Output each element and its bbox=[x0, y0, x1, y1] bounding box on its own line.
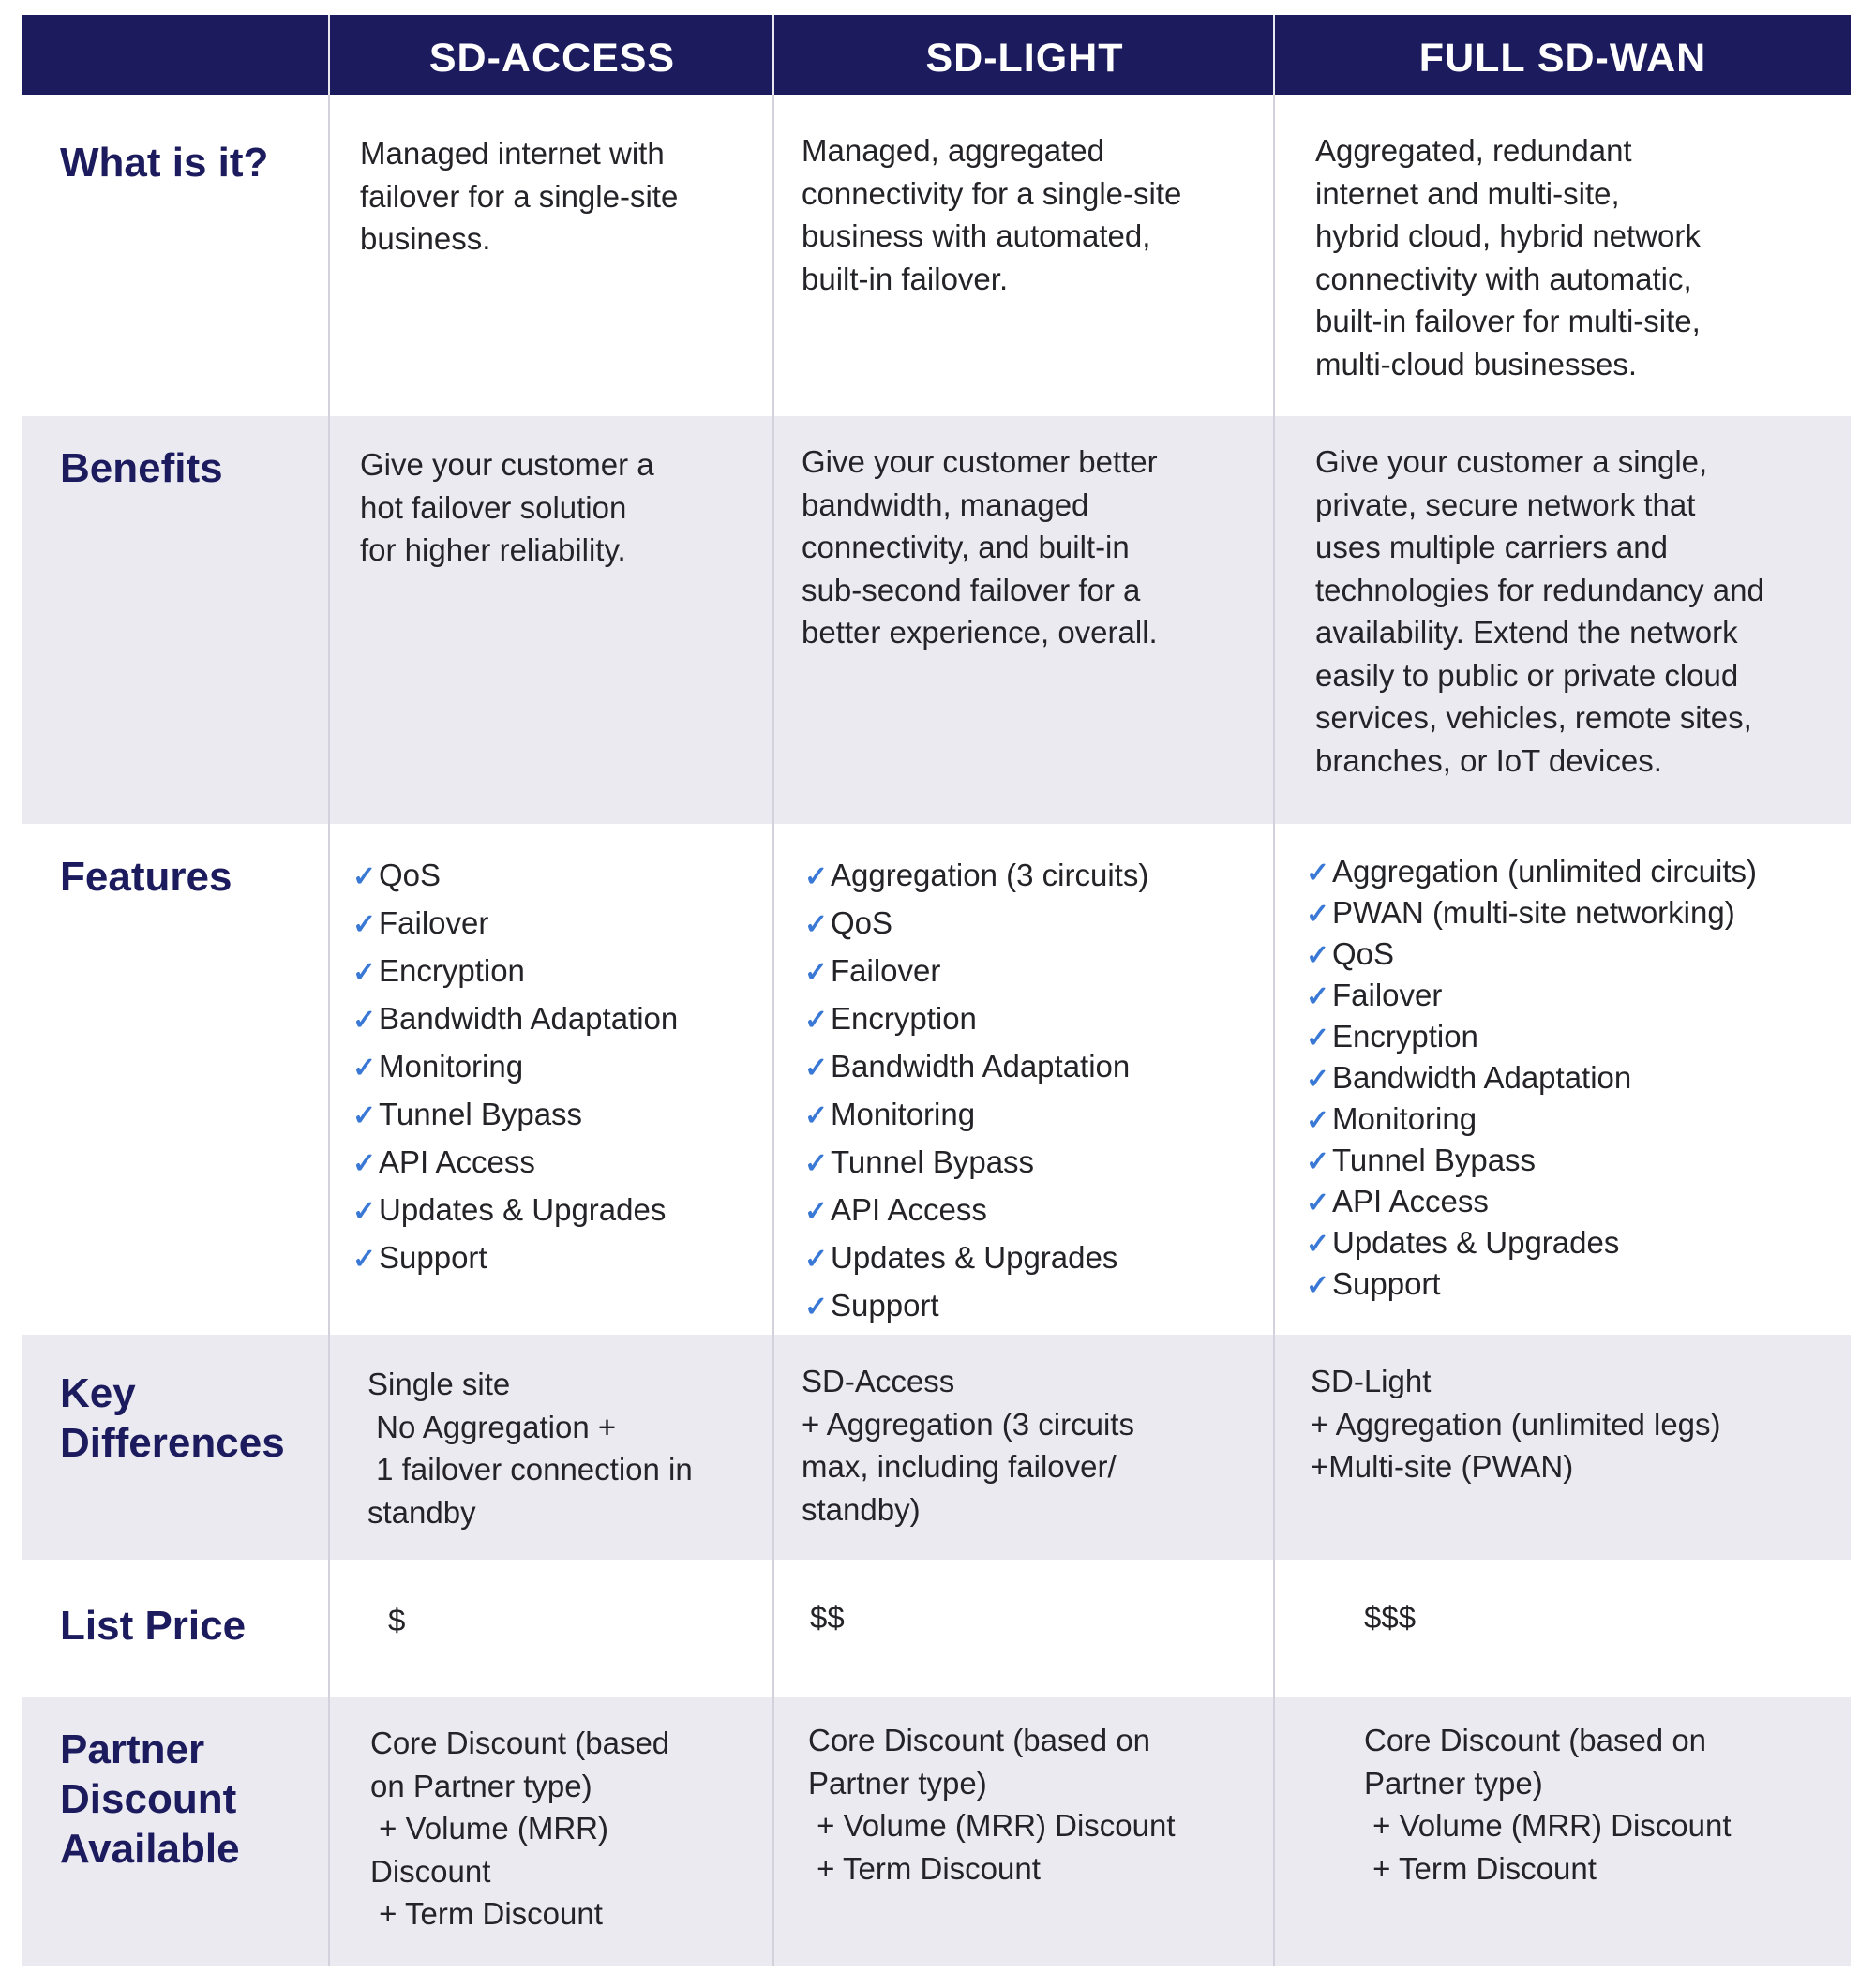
feature-item bbox=[352, 1234, 678, 1282]
feature-label: Tunnel Bypass bbox=[379, 1097, 583, 1131]
check-icon: ✓ bbox=[804, 909, 829, 940]
cell-what-full-sd-wan: Aggregated, redundant internet and multi-site, hybrid cloud, hybrid network connectivity with automatic, built-in failover for multi-site, multi-cloud businesses. bbox=[1315, 133, 1701, 381]
feature-item bbox=[1306, 852, 1757, 893]
column-header-sd-light: SD-LIGHT bbox=[925, 36, 1124, 81]
row-label-what-is-it: What is it? bbox=[60, 140, 269, 186]
check-icon: ✓ bbox=[804, 1053, 829, 1084]
feature-item bbox=[804, 1091, 1148, 1139]
column-divider bbox=[328, 1335, 330, 1560]
row-benefits bbox=[22, 416, 1851, 824]
feature-item bbox=[352, 948, 678, 995]
column-divider bbox=[1273, 1560, 1275, 1697]
check-icon: ✓ bbox=[1306, 1270, 1330, 1301]
feature-item bbox=[804, 1282, 1148, 1330]
feature-label: Aggregation (unlimited circuits) bbox=[1332, 854, 1758, 889]
feature-item bbox=[352, 1043, 678, 1091]
feature-label: Updates & Upgrades bbox=[1332, 1225, 1620, 1260]
feature-item bbox=[804, 900, 1148, 948]
check-icon: ✓ bbox=[1306, 1023, 1330, 1054]
feature-list-sd-light bbox=[804, 852, 1148, 1330]
feature-label: Failover bbox=[831, 953, 941, 988]
feature-label: Support bbox=[379, 1240, 488, 1275]
feature-label: API Access bbox=[831, 1192, 987, 1227]
feature-label: Updates & Upgrades bbox=[831, 1240, 1118, 1275]
cell-discount-sd-access: Core Discount (based on Partner type) + Volume (MRR) Discount + Term Discount bbox=[370, 1726, 670, 1931]
feature-item bbox=[804, 1187, 1148, 1234]
column-divider bbox=[1273, 1697, 1275, 1966]
feature-label: Support bbox=[1332, 1266, 1441, 1301]
feature-label: Tunnel Bypass bbox=[1332, 1143, 1537, 1177]
feature-item bbox=[352, 1187, 678, 1234]
feature-label: Encryption bbox=[379, 953, 525, 988]
feature-label: Updates & Upgrades bbox=[379, 1192, 667, 1227]
feature-item bbox=[804, 1139, 1148, 1187]
column-divider bbox=[328, 1560, 330, 1697]
feature-label: QoS bbox=[831, 905, 893, 940]
cell-discount-full-sd-wan: Core Discount (based on Partner type) + Volume (MRR) Discount + Term Discount bbox=[1364, 1723, 1732, 1886]
feature-label: Monitoring bbox=[831, 1097, 976, 1131]
check-icon: ✓ bbox=[1306, 1146, 1330, 1177]
cell-price-sd-light: $$ bbox=[810, 1600, 845, 1635]
cell-price-full-sd-wan: $$$ bbox=[1364, 1600, 1417, 1635]
feature-item bbox=[352, 900, 678, 948]
header-divider bbox=[328, 15, 330, 95]
feature-label: Monitoring bbox=[1332, 1101, 1478, 1136]
check-icon: ✓ bbox=[1306, 899, 1330, 930]
row-label-benefits: Benefits bbox=[60, 445, 223, 491]
feature-item bbox=[1306, 893, 1757, 934]
column-divider bbox=[1273, 95, 1275, 416]
row-label-features: Features bbox=[60, 854, 232, 900]
cell-benefits-sd-access: Give your customer a hot failover solution for higher reliability. bbox=[360, 447, 654, 567]
cell-what-sd-light: Managed, aggregated connectivity for a single-site business with automated, built-in failover. bbox=[802, 133, 1182, 296]
check-icon: ✓ bbox=[352, 1100, 377, 1131]
cell-price-sd-access: $ bbox=[388, 1603, 406, 1637]
feature-label: Encryption bbox=[831, 1001, 977, 1036]
check-icon: ✓ bbox=[804, 1196, 829, 1227]
row-partner-discount bbox=[22, 1697, 1851, 1966]
check-icon: ✓ bbox=[804, 1100, 829, 1131]
column-divider bbox=[1273, 1335, 1275, 1560]
feature-label: Monitoring bbox=[379, 1049, 524, 1084]
feature-item bbox=[1306, 1223, 1757, 1264]
check-icon: ✓ bbox=[804, 1148, 829, 1179]
column-header-full-sd-wan: FULL SD-WAN bbox=[1418, 36, 1707, 81]
check-icon: ✓ bbox=[804, 861, 829, 892]
feature-item bbox=[1306, 1017, 1757, 1058]
feature-item bbox=[804, 948, 1148, 995]
check-icon: ✓ bbox=[352, 1196, 377, 1227]
header-divider bbox=[1273, 15, 1275, 95]
feature-label: Support bbox=[831, 1288, 939, 1323]
column-divider bbox=[328, 95, 330, 416]
feature-label: Bandwidth Adaptation bbox=[1332, 1060, 1632, 1095]
feature-item bbox=[804, 852, 1148, 900]
row-label-key-differences: Key Differences bbox=[60, 1370, 285, 1466]
feature-item bbox=[804, 1234, 1148, 1282]
feature-label: QoS bbox=[379, 858, 442, 892]
check-icon: ✓ bbox=[1306, 1105, 1330, 1136]
row-list-price bbox=[22, 1560, 1851, 1697]
check-icon: ✓ bbox=[352, 909, 377, 940]
cell-keydiff-sd-light: SD-Access + Aggregation (3 circuits max, including failover/ standby) bbox=[802, 1364, 1134, 1527]
column-divider bbox=[328, 1697, 330, 1966]
feature-item bbox=[352, 1091, 678, 1139]
column-divider bbox=[772, 416, 774, 824]
column-divider bbox=[328, 416, 330, 824]
feature-label: Failover bbox=[379, 905, 489, 940]
check-icon: ✓ bbox=[804, 1244, 829, 1275]
feature-item bbox=[1306, 1264, 1757, 1306]
header-divider bbox=[772, 15, 774, 95]
column-divider bbox=[772, 824, 774, 1335]
column-header-sd-access: SD-ACCESS bbox=[428, 36, 676, 81]
cell-keydiff-sd-access: Single site No Aggregation + 1 failover connection in standby bbox=[368, 1367, 693, 1530]
feature-label: API Access bbox=[379, 1144, 535, 1179]
check-icon: ✓ bbox=[1306, 1188, 1330, 1218]
row-what-is-it bbox=[22, 95, 1851, 416]
feature-label: API Access bbox=[1332, 1184, 1489, 1218]
feature-item bbox=[804, 1043, 1148, 1091]
check-icon: ✓ bbox=[352, 957, 377, 988]
feature-label: QoS bbox=[1332, 936, 1395, 971]
check-icon: ✓ bbox=[352, 1053, 377, 1084]
feature-list-full-sd-wan bbox=[1306, 852, 1757, 1306]
feature-label: Bandwidth Adaptation bbox=[831, 1049, 1131, 1084]
row-label-partner-discount: Partner Discount Available bbox=[60, 1726, 240, 1872]
column-divider bbox=[772, 1697, 774, 1966]
column-divider bbox=[1273, 824, 1275, 1335]
column-divider bbox=[772, 95, 774, 416]
check-icon: ✓ bbox=[1306, 858, 1330, 889]
feature-label: Aggregation (3 circuits) bbox=[831, 858, 1149, 892]
feature-label: Tunnel Bypass bbox=[831, 1144, 1035, 1179]
column-divider bbox=[328, 824, 330, 1335]
feature-label: Failover bbox=[1332, 978, 1443, 1012]
cell-keydiff-full-sd-wan: SD-Light + Aggregation (unlimited legs) +Multi-site (PWAN) bbox=[1311, 1364, 1721, 1484]
feature-label: PWAN (multi-site networking) bbox=[1332, 895, 1735, 930]
check-icon: ✓ bbox=[1306, 1064, 1330, 1095]
check-icon: ✓ bbox=[1306, 981, 1330, 1012]
check-icon: ✓ bbox=[1306, 940, 1330, 971]
row-label-list-price: List Price bbox=[60, 1603, 247, 1649]
check-icon: ✓ bbox=[804, 957, 829, 988]
column-divider bbox=[772, 1560, 774, 1697]
check-icon: ✓ bbox=[352, 1005, 377, 1036]
feature-item bbox=[1306, 934, 1757, 976]
feature-item bbox=[1306, 1099, 1757, 1141]
check-icon: ✓ bbox=[1306, 1229, 1330, 1260]
column-divider bbox=[1273, 416, 1275, 824]
cell-discount-sd-light: Core Discount (based on Partner type) + Volume (MRR) Discount + Term Discount bbox=[808, 1723, 1176, 1886]
cell-benefits-full-sd-wan: Give your customer a single, private, secure network that uses multiple carriers and technologies for redundancy and availability. Extend the network easily to public or private cloud services, vehicles, remote sites, branches, or IoT devices. bbox=[1315, 444, 1764, 778]
check-icon: ✓ bbox=[352, 1244, 377, 1275]
table-header bbox=[22, 15, 1851, 95]
feature-label: Encryption bbox=[1332, 1019, 1478, 1054]
feature-item bbox=[1306, 1058, 1757, 1099]
feature-label: Bandwidth Adaptation bbox=[379, 1001, 679, 1036]
check-icon: ✓ bbox=[804, 1005, 829, 1036]
check-icon: ✓ bbox=[352, 1148, 377, 1179]
feature-list-sd-access bbox=[352, 852, 678, 1282]
feature-item bbox=[1306, 976, 1757, 1017]
feature-item bbox=[352, 1139, 678, 1187]
feature-item bbox=[1306, 1182, 1757, 1223]
feature-item bbox=[1306, 1141, 1757, 1182]
feature-item bbox=[804, 995, 1148, 1043]
cell-what-sd-access: Managed internet with failover for a single-site business. bbox=[360, 136, 679, 256]
check-icon: ✓ bbox=[352, 861, 377, 892]
feature-item bbox=[352, 995, 678, 1043]
column-divider bbox=[772, 1335, 774, 1560]
feature-item bbox=[352, 852, 678, 900]
cell-benefits-sd-light: Give your customer better bandwidth, managed connectivity, and built-in sub-second failover for a better experience, overall. bbox=[802, 444, 1158, 650]
row-features bbox=[22, 824, 1851, 1335]
check-icon: ✓ bbox=[804, 1292, 829, 1323]
row-key-differences bbox=[22, 1335, 1851, 1560]
